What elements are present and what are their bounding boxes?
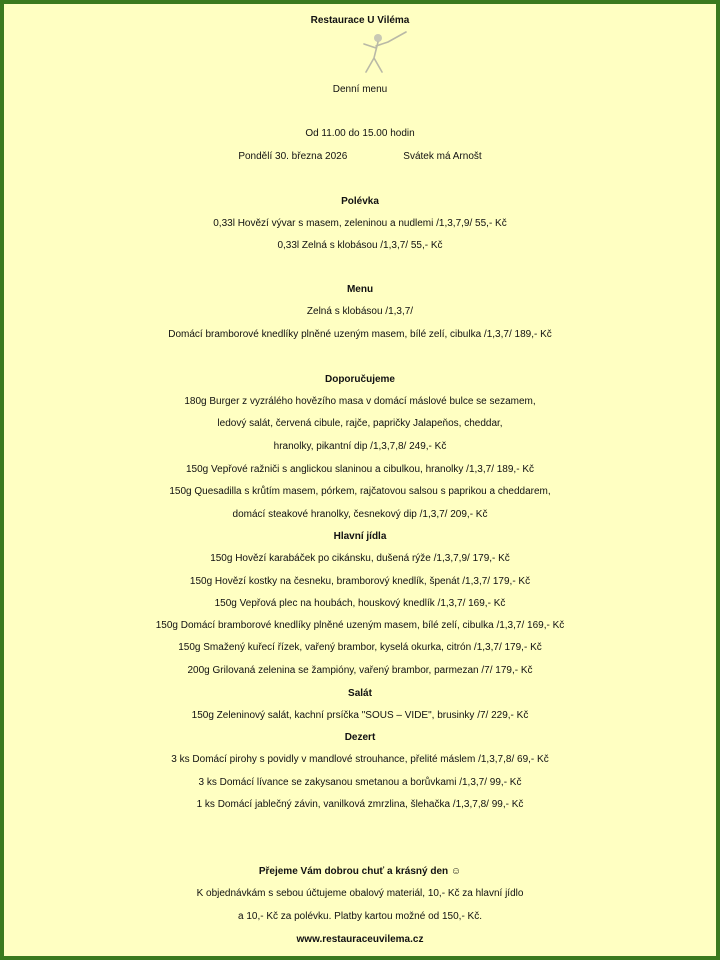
menu-item: Zelná s klobásou /1,3,7/ [306, 306, 414, 317]
recommend-item: hranolky, pikantní dip /1,3,7,8/ 249,- Kč [273, 441, 447, 452]
menu-page [4, 4, 716, 956]
main-item: 150g Domácí bramborové knedlíky plněné uzeným masem, bílé zelí, cibulka /1,3,7/ 169,- Kč [155, 620, 565, 631]
menu-date: Pondělí 30. března 2026 [238, 151, 348, 162]
soup-item: 0,33l Zelná s klobásou /1,3,7/ 55,- Kč [277, 240, 443, 251]
salad-heading: Salát [348, 688, 372, 699]
opening-hours: Od 11.00 do 15.00 hodin [305, 128, 415, 139]
wish-text: Přejeme Vám dobrou chuť a krásný den ☺ [258, 866, 462, 877]
takeaway-note: K objednávkám s sebou účtujeme obalový materiál, 10,- Kč za hlavní jídlo [196, 888, 524, 899]
menu-title: Denní menu [332, 84, 388, 95]
main-item: 200g Grilovaná zelenina se žampióny, vařený brambor, parmezan /7/ 179,- Kč [187, 665, 533, 676]
menu-heading: Menu [346, 284, 374, 295]
recommend-item: 150g Vepřové ražniči s anglickou slaninou a cibulkou, hranolky /1,3,7/ 189,- Kč [186, 464, 534, 475]
recommend-item: 180g Burger z vyzrálého hovězího masa v domácí máslové bulce se sezamem, [184, 396, 536, 407]
mains-heading: Hlavní jídla [333, 531, 387, 542]
recommend-item: 150g Quesadilla s krůtím masem, pórkem, rajčatovou salsou s paprikou a cheddarem, [169, 486, 551, 497]
main-item: 150g Smažený kuřecí řízek, vařený brambor, kyselá okurka, citrón /1,3,7/ 179,- Kč [178, 642, 542, 653]
menu-item: Domácí bramborové knedlíky plněné uzeným masem, bílé zelí, cibulka /1,3,7/ 189,- Kč [168, 329, 552, 340]
dessert-item: 3 ks Domácí lívance se zakysanou smetanou a borůvkami /1,3,7/ 99,- Kč [198, 777, 522, 788]
main-item: 150g Vepřová plec na houbách, houskový knedlík /1,3,7/ 169,- Kč [214, 598, 506, 609]
recommend-item: ledový salát, červená cibule, rajče, papričky Jalapeňos, cheddar, [217, 418, 503, 429]
soup-item: 0,33l Hovězí vývar s masem, zeleninou a nudlemi /1,3,7,9/ 55,- Kč [213, 218, 507, 229]
recommend-heading: Doporučujeme [324, 374, 395, 385]
website-link[interactable]: www.restauraceuvilema.cz [296, 934, 424, 945]
recommend-item: domácí steakové hranolky, česnekový dip /1,3,7/ 209,- Kč [232, 509, 488, 520]
nameday: Svátek má Arnošt [403, 151, 482, 162]
date-row [4, 146, 716, 168]
dessert-heading: Dezert [344, 732, 376, 743]
soup-heading: Polévka [341, 196, 379, 207]
dessert-item: 1 ks Domácí jablečný závin, vanilková zmrzlina, šlehačka /1,3,7,8/ 99,- Kč [196, 799, 524, 810]
restaurant-name: Restaurace U Viléma [310, 15, 410, 26]
main-item: 150g Hovězí kostky na česneku, bramborový knedlík, špenát /1,3,7/ 179,- Kč [189, 576, 531, 587]
dessert-item: 3 ks Domácí pirohy s povidly v mandlové strouhance, přelité máslem /1,3,7,8/ 69,- Kč [171, 754, 549, 765]
salad-item: 150g Zeleninový salát, kachní prsíčka "SOUS – VIDE", brusinky /7/ 229,- Kč [191, 710, 529, 721]
main-item: 150g Hovězí karabáček po cikánsku, dušená rýže /1,3,7,9/ 179,- Kč [210, 553, 510, 564]
payment-note: a 10,- Kč za polévku. Platby kartou možné od 150,- Kč. [237, 911, 483, 922]
